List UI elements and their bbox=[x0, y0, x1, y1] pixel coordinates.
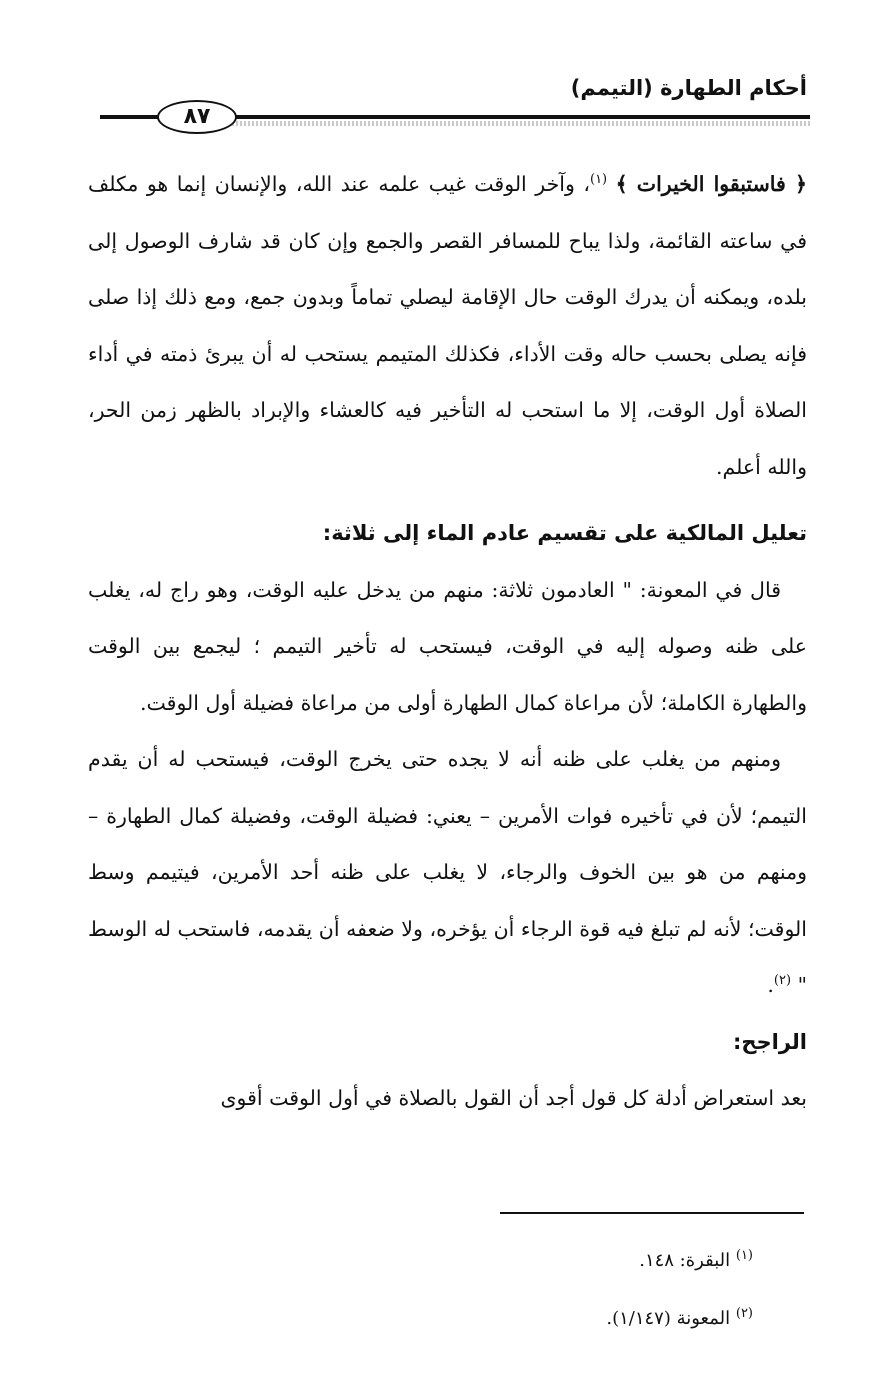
page-number: ٨٧ bbox=[157, 100, 237, 134]
footnote-2 bbox=[606, 1290, 753, 1348]
header-ornament-rule bbox=[232, 121, 810, 126]
section-heading-rajih: الراجح: bbox=[732, 1029, 807, 1054]
paragraph-3 bbox=[88, 731, 807, 1014]
spacer bbox=[88, 495, 807, 505]
footnote-text: البقرة: ١٤٨. bbox=[639, 1250, 731, 1271]
section-heading-maliki: تعليل المالكية على تقسيم عادم الماء إلى ثلاثة: bbox=[322, 521, 807, 545]
quran-quote: ﴿ فاستبقوا الخيرات ﴾ bbox=[615, 172, 807, 196]
paragraph-2: قال في المعونة: " العادمون ثلاثة: منهم من يدخل عليه الوقت، وهو راج له، يغلب على ظنه وصوله إليه في الوقت، فيستحب له تأخير التيمم ؛ ليجمع بين الوقت والطهارة الكاملة؛ لأن مراعاة كمال الطهارة أولى من مراعاة فضيلة أول الوقت. bbox=[88, 577, 807, 715]
running-title: أحكام الطهارة (التيمم) bbox=[570, 76, 807, 100]
footnote-text: المعونة (١/١٤٧). bbox=[606, 1308, 731, 1329]
paragraph-3-end: . bbox=[767, 973, 774, 997]
paragraph-4: بعد استعراض أدلة كل قول أجد أن القول بالصلاة في أول الوقت أقوى bbox=[220, 1086, 807, 1110]
footnote-rule bbox=[500, 1212, 804, 1214]
footnote-marker: (١) bbox=[735, 1248, 753, 1263]
paragraph-1-text: ، وآخر الوقت غيب علمه عند الله، والإنسان إنما هو مكلف في ساعته القائمة، ولذا يباح للمسافر القصر والجمع وإن كان قد شارف الوصول إلى بلده، ويمكنه أن يدرك الوقت حال الإقامة ليصلي تماماً وبدون جمع، ومع ذلك إذا صلى فإنه يصلى بحسب حاله وقت الأداء، فكذلك المتيمم يستحب له أن يبرئ ذمته في أداء الصلاة أول الوقت، إلا ما استحب له التأخير فيه كالعشاء والإبراد بالظهر زمن الحر، والله أعلم. bbox=[88, 172, 807, 479]
paragraph-3-text: ومنهم من يغلب على ظنه أنه لا يجده حتى يخرج الوقت، فيستحب له أن يقدم التيمم؛ لأن في تأخيره فوات الأمرين – يعني: فضيلة الوقت، وفضيلة كمال الطهارة – ومنهم من هو بين الخوف والرجاء، لا يغلب على ظنه أحد الأمرين، فيتيمم وسط الوقت؛ لأنه لم تبلغ فيه قوة الرجاء أن يؤخره، ولا ضعفه أن يقدمه، فاستحب له الوسط " bbox=[88, 747, 807, 997]
footnote-ref-2: (٢) bbox=[773, 973, 792, 989]
body-text bbox=[88, 156, 807, 1127]
footnotes bbox=[606, 1232, 753, 1348]
footnote-marker: (٢) bbox=[735, 1306, 753, 1321]
paragraph-1 bbox=[88, 156, 807, 495]
footnote-ref-1: (١) bbox=[589, 172, 608, 188]
footnote-1 bbox=[606, 1232, 753, 1290]
